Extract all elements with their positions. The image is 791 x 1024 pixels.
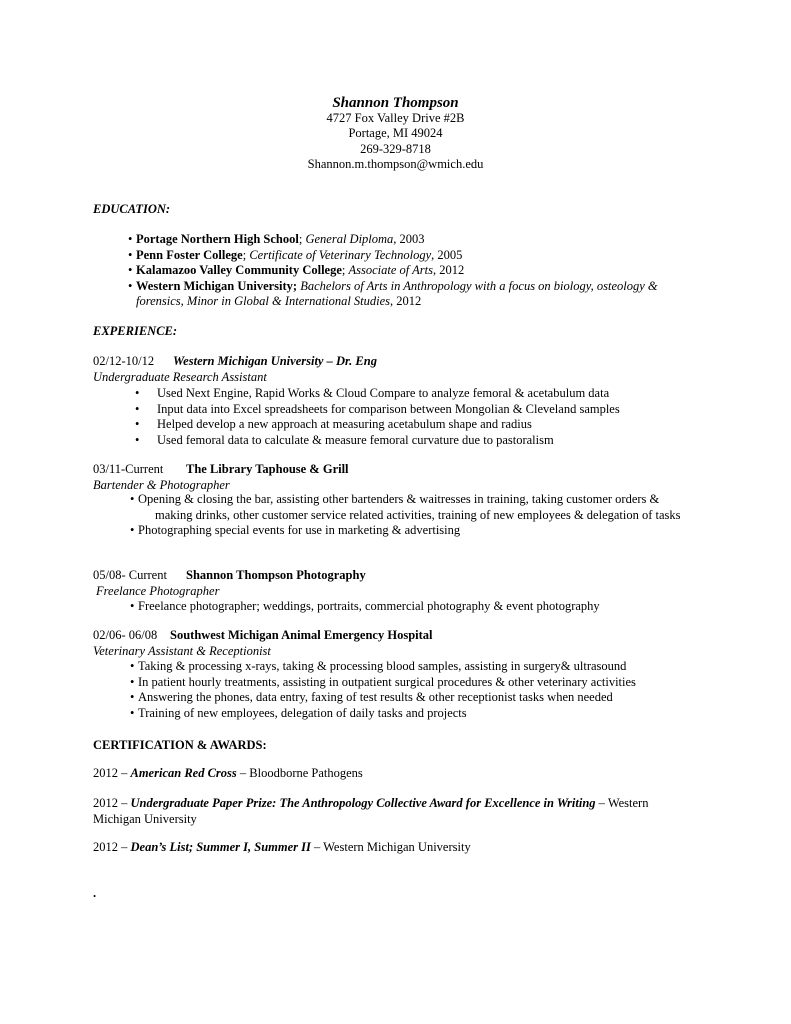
bullet-text: Helped develop a new approach at measuring acetabulum shape and radius	[157, 417, 532, 431]
bullet: •	[128, 247, 133, 262]
degree: General Diploma	[305, 232, 394, 246]
degree: Associate of Arts	[348, 263, 433, 277]
degree: Bachelors of Arts in Anthropology with a focus on biology, osteology & forensics, Minor in Global & International Studies	[136, 278, 658, 308]
cert-year: 2012 –	[93, 840, 131, 854]
cert-title: American Red Cross	[130, 766, 237, 780]
email-address[interactable]: Shannon.m.thompson@wmich.edu	[307, 157, 484, 171]
bullet-text: Used Next Engine, Rapid Works & Cloud Compare to analyze femoral & acetabulum data	[157, 386, 610, 400]
applicant-name: Shannon Thompson	[332, 95, 459, 111]
education-heading: EDUCATION:	[93, 202, 171, 216]
certifications-heading: CERTIFICATION & AWARDS:	[93, 738, 267, 752]
bullet: •	[130, 599, 135, 613]
job-dates: 02/12-10/12	[93, 354, 155, 368]
cert-detail: – Western Michigan University	[310, 840, 471, 854]
education-item	[128, 263, 688, 279]
year: , 2003	[393, 232, 425, 246]
job-role: Bartender & Photographer	[93, 477, 230, 492]
bullet-text: Training of new employees, delegation of daily tasks and projects	[138, 705, 467, 720]
job-role: Freelance Photographer	[96, 583, 220, 598]
list-item	[130, 659, 690, 675]
bullet: •	[130, 523, 135, 537]
bullet-text: Used femoral data to calculate & measure femoral curvature due to pastoralism	[157, 432, 554, 447]
education-item	[128, 248, 688, 264]
bullet: •	[135, 386, 140, 400]
separator: ;	[341, 263, 349, 277]
school-name: Western Michigan University;	[136, 278, 298, 293]
address-line-2: Portage, MI 49024	[348, 126, 443, 140]
job-entry	[93, 462, 693, 493]
list-item	[130, 386, 690, 402]
year: , 2012	[390, 294, 422, 308]
bullet-text: Freelance photographer; weddings, portraits, commercial photography & event photography	[138, 599, 600, 613]
phone-number: 269-329-8718	[360, 142, 431, 156]
bullet: •	[135, 417, 140, 431]
year: , 2012	[433, 263, 465, 277]
job-entry	[93, 354, 693, 385]
bullet: •	[128, 263, 133, 277]
separator: ;	[242, 247, 250, 262]
bullet: •	[130, 492, 135, 506]
year: , 2005	[431, 247, 463, 262]
education-item	[128, 279, 688, 310]
job-role: Veterinary Assistant & Receptionist	[93, 643, 271, 658]
job-role: Undergraduate Research Assistant	[93, 369, 267, 384]
certification-item	[93, 840, 693, 856]
experience-heading: EXPERIENCE:	[93, 324, 178, 338]
list-item	[130, 690, 690, 706]
bullet-text: Input data into Excel spreadsheets for comparison between Mongolian & Cleveland samples	[157, 401, 620, 416]
list-item	[130, 417, 690, 433]
bullet-text: Photographing special events for use in marketing & advertising	[138, 523, 461, 537]
job-dates: 05/08- Current	[93, 568, 167, 582]
certification-item	[93, 766, 693, 782]
bullet: •	[130, 659, 135, 673]
education-list	[128, 232, 688, 310]
list-item	[130, 599, 690, 615]
bullet-text: Taking & processing x-rays, taking & processing blood samples, assisting in surgery& ultrasound	[138, 659, 627, 673]
job-bullets	[130, 599, 690, 615]
bullet: •	[130, 674, 135, 689]
certification-item	[93, 796, 683, 827]
list-item	[130, 433, 690, 449]
cert-detail: – Western Michigan University	[93, 796, 649, 826]
job-entry	[93, 568, 693, 599]
bullet-text: Opening & closing the bar, assisting other bartenders & waitresses in training, taking customer orders & making drinks, other customer service related activities, training of new employees & delegation of tasks	[138, 492, 681, 522]
bullet-text: In patient hourly treatments, assisting in outpatient surgical procedures & other veterinary activities	[138, 674, 636, 689]
bullet: •	[130, 705, 135, 720]
job-bullets	[130, 386, 690, 448]
list-item	[130, 402, 690, 418]
school-name: Penn Foster College	[136, 247, 243, 262]
bullet: •	[128, 232, 133, 246]
separator: ;	[298, 232, 306, 246]
degree: Certificate of Veterinary Technology	[249, 247, 432, 262]
bullet: •	[130, 690, 135, 704]
cert-title: Dean’s List; Summer I, Summer II	[130, 840, 311, 854]
cert-year: 2012 –	[93, 796, 131, 810]
list-item	[130, 675, 690, 691]
school-name: Portage Northern High School	[136, 232, 299, 246]
job-bullets	[130, 659, 690, 721]
job-dates: 02/06- 06/08	[93, 628, 158, 642]
bullet-text: Answering the phones, data entry, faxing of test results & other receptionist tasks when needed	[138, 690, 613, 704]
cert-title: Undergraduate Paper Prize: The Anthropology Collective Award for Excellence in Writing	[130, 796, 596, 810]
employer: The Library Taphouse & Grill	[186, 462, 349, 476]
list-item	[130, 706, 690, 722]
education-item	[128, 232, 688, 248]
bullet: •	[128, 278, 133, 293]
employer: Southwest Michigan Animal Emergency Hospital	[170, 628, 433, 642]
school-name: Kalamazoo Valley Community College	[136, 263, 342, 277]
bullet: •	[135, 401, 140, 416]
job-dates: 03/11-Current	[93, 462, 164, 476]
list-item	[130, 492, 690, 523]
address-line-1: 4727 Fox Valley Drive #2B	[326, 111, 465, 125]
list-item	[130, 523, 690, 539]
job-entry	[93, 628, 693, 659]
employer: Western Michigan University – Dr. Eng	[173, 354, 377, 368]
employer: Shannon Thompson Photography	[186, 568, 366, 582]
cert-year: 2012 –	[93, 766, 131, 780]
trailing-period: .	[93, 886, 97, 900]
job-bullets	[130, 492, 690, 539]
cert-detail: – Bloodborne Pathogens	[236, 766, 363, 780]
bullet: •	[135, 432, 140, 447]
